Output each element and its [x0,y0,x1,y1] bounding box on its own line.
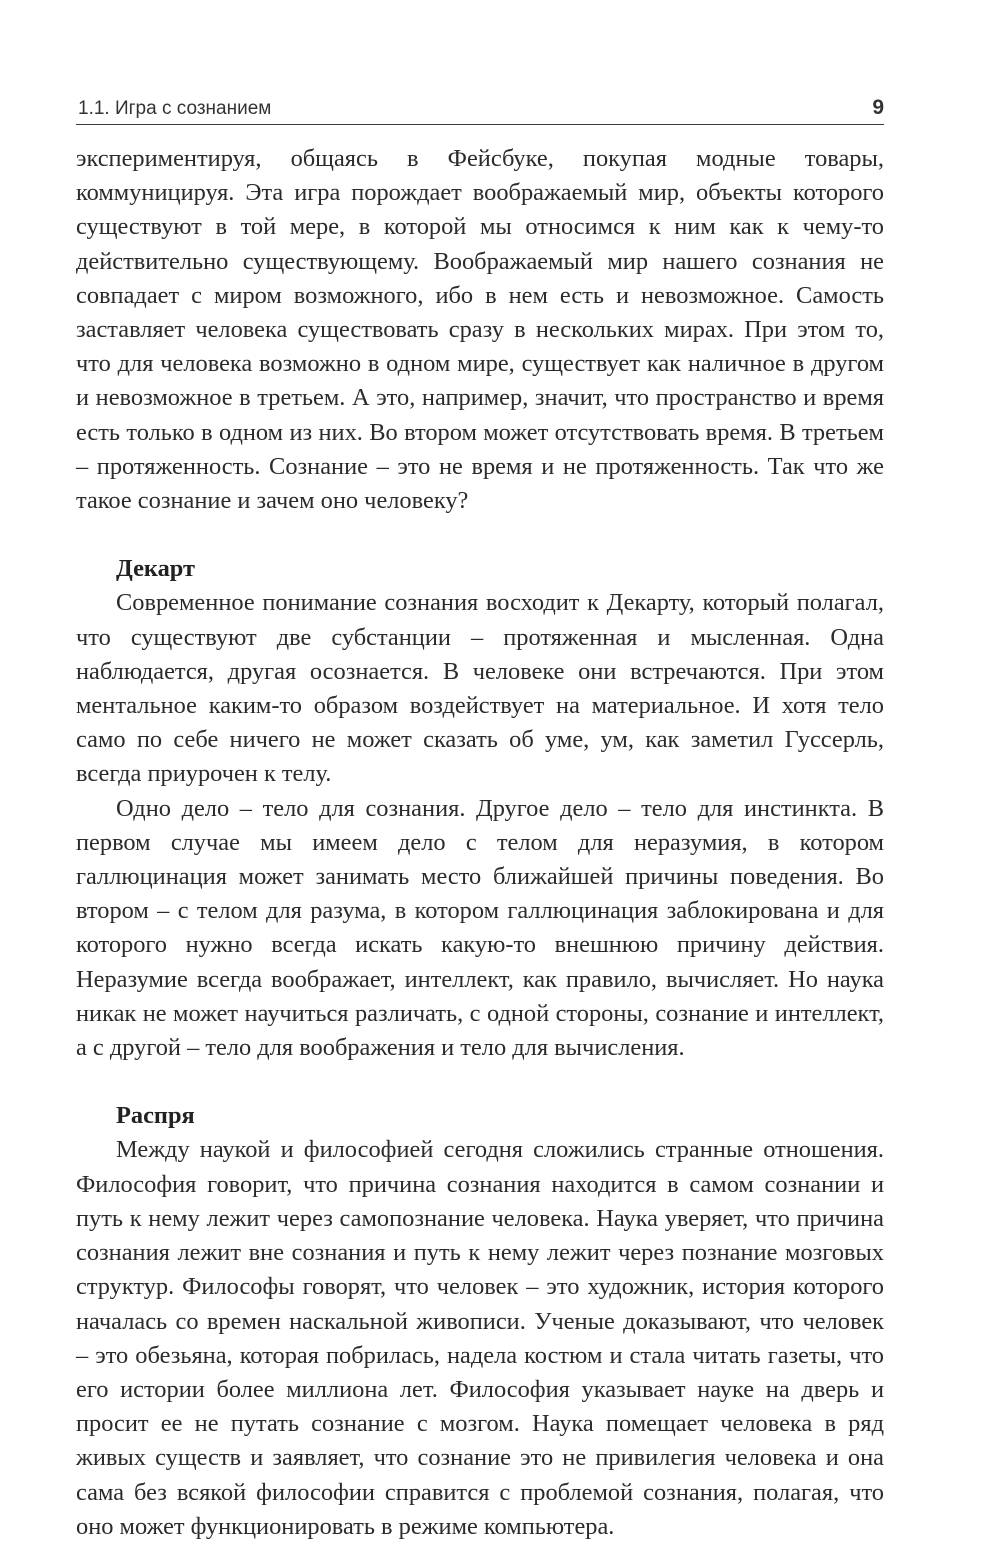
dekart-paragraph-1: Современное понимание сознания восходит к Декарту, который полагал, что существуют две субстанции – протяженная и мысленная. Одна наблюдается, другая осознается. В человеке они встречаются. При этом ментальное каким-то образом воздействует на материальное. И хотя тело само по себе ничего не может сказать об уме, ум, как заметил Гуссерль, всегда приурочен к телу. [76,589,884,788]
section-gap [76,1065,884,1099]
section-heading-raspria: Распря [116,1102,195,1130]
raspria-paragraph-1: Между наукой и философией сегодня сложились странные отношения. Философия говорит, что причина сознания находится в самом сознании и путь к нему лежит через самопознание человека. Наука уверяет, что причина сознания лежит вне сознания и путь к нему лежит через познание мозговых структур. Философы говорят, что человек – это художник, история которого началась со времен наскальной живописи. Ученые доказывают, что человек – это обезьяна, которая побрилась, надела костюм и стала читать газеты, что его истории более миллиона лет. Философия указывает науке на дверь и просит ее не путать сознание с мозгом. Наука помещает человека в ряд живых существ и заявляет, что сознание это не привилегия человека и она сама без всякой философии справится с проблемой сознания, полагая, что оно может функционировать в режиме компьютера. [76,1136,884,1540]
running-header-title: 1.1. Игра с сознанием [78,98,272,119]
running-header [76,94,884,125]
section-heading-dekart: Декарт [116,555,196,583]
dekart-paragraph-2: Одно дело – тело для сознания. Другое дело – тело для инстинкта. В первом случае мы имеем дело с телом для неразумия, в котором галлюцинация может занимать место ближайшей причины поведения. Во втором – с телом для разума, в котором галлюцинация заблокирована и для которого нужно всегда искать какую-то внешнюю причину действия. Неразумие всегда воображает, интеллект, как правило, вычисляет. Но наука никак не может научиться различать, с одной стороны, сознание и интеллект, а с другой – тело для воображения и тело для вычисления. [76,794,884,1062]
body-text [76,142,884,1544]
intro-paragraph: экспериментируя, общаясь в Фейсбуке, покупая модные товары, коммуницируя. Эта игра порождает воображаемый мир, объекты которого существуют в той мере, в которой мы относимся к ним как к чему-то действительно существующему. Воображаемый мир нашего сознания не совпадает с миром возможного, ибо в нем есть и невозможное. Самость заставляет человека существовать сразу в нескольких мирах. При этом то, что для человека возможно в одном мире, существует как наличное в другом и невозможное в третьем. А это, например, значит, что пространство и время есть только в одном из них. Во втором может отсутствовать время. В третьем – протяженность. Сознание – это не время и не протяженность. Так что же такое сознание и зачем оно человеку? [76,145,884,515]
page-number: 9 [872,96,884,119]
section-gap [76,518,884,552]
